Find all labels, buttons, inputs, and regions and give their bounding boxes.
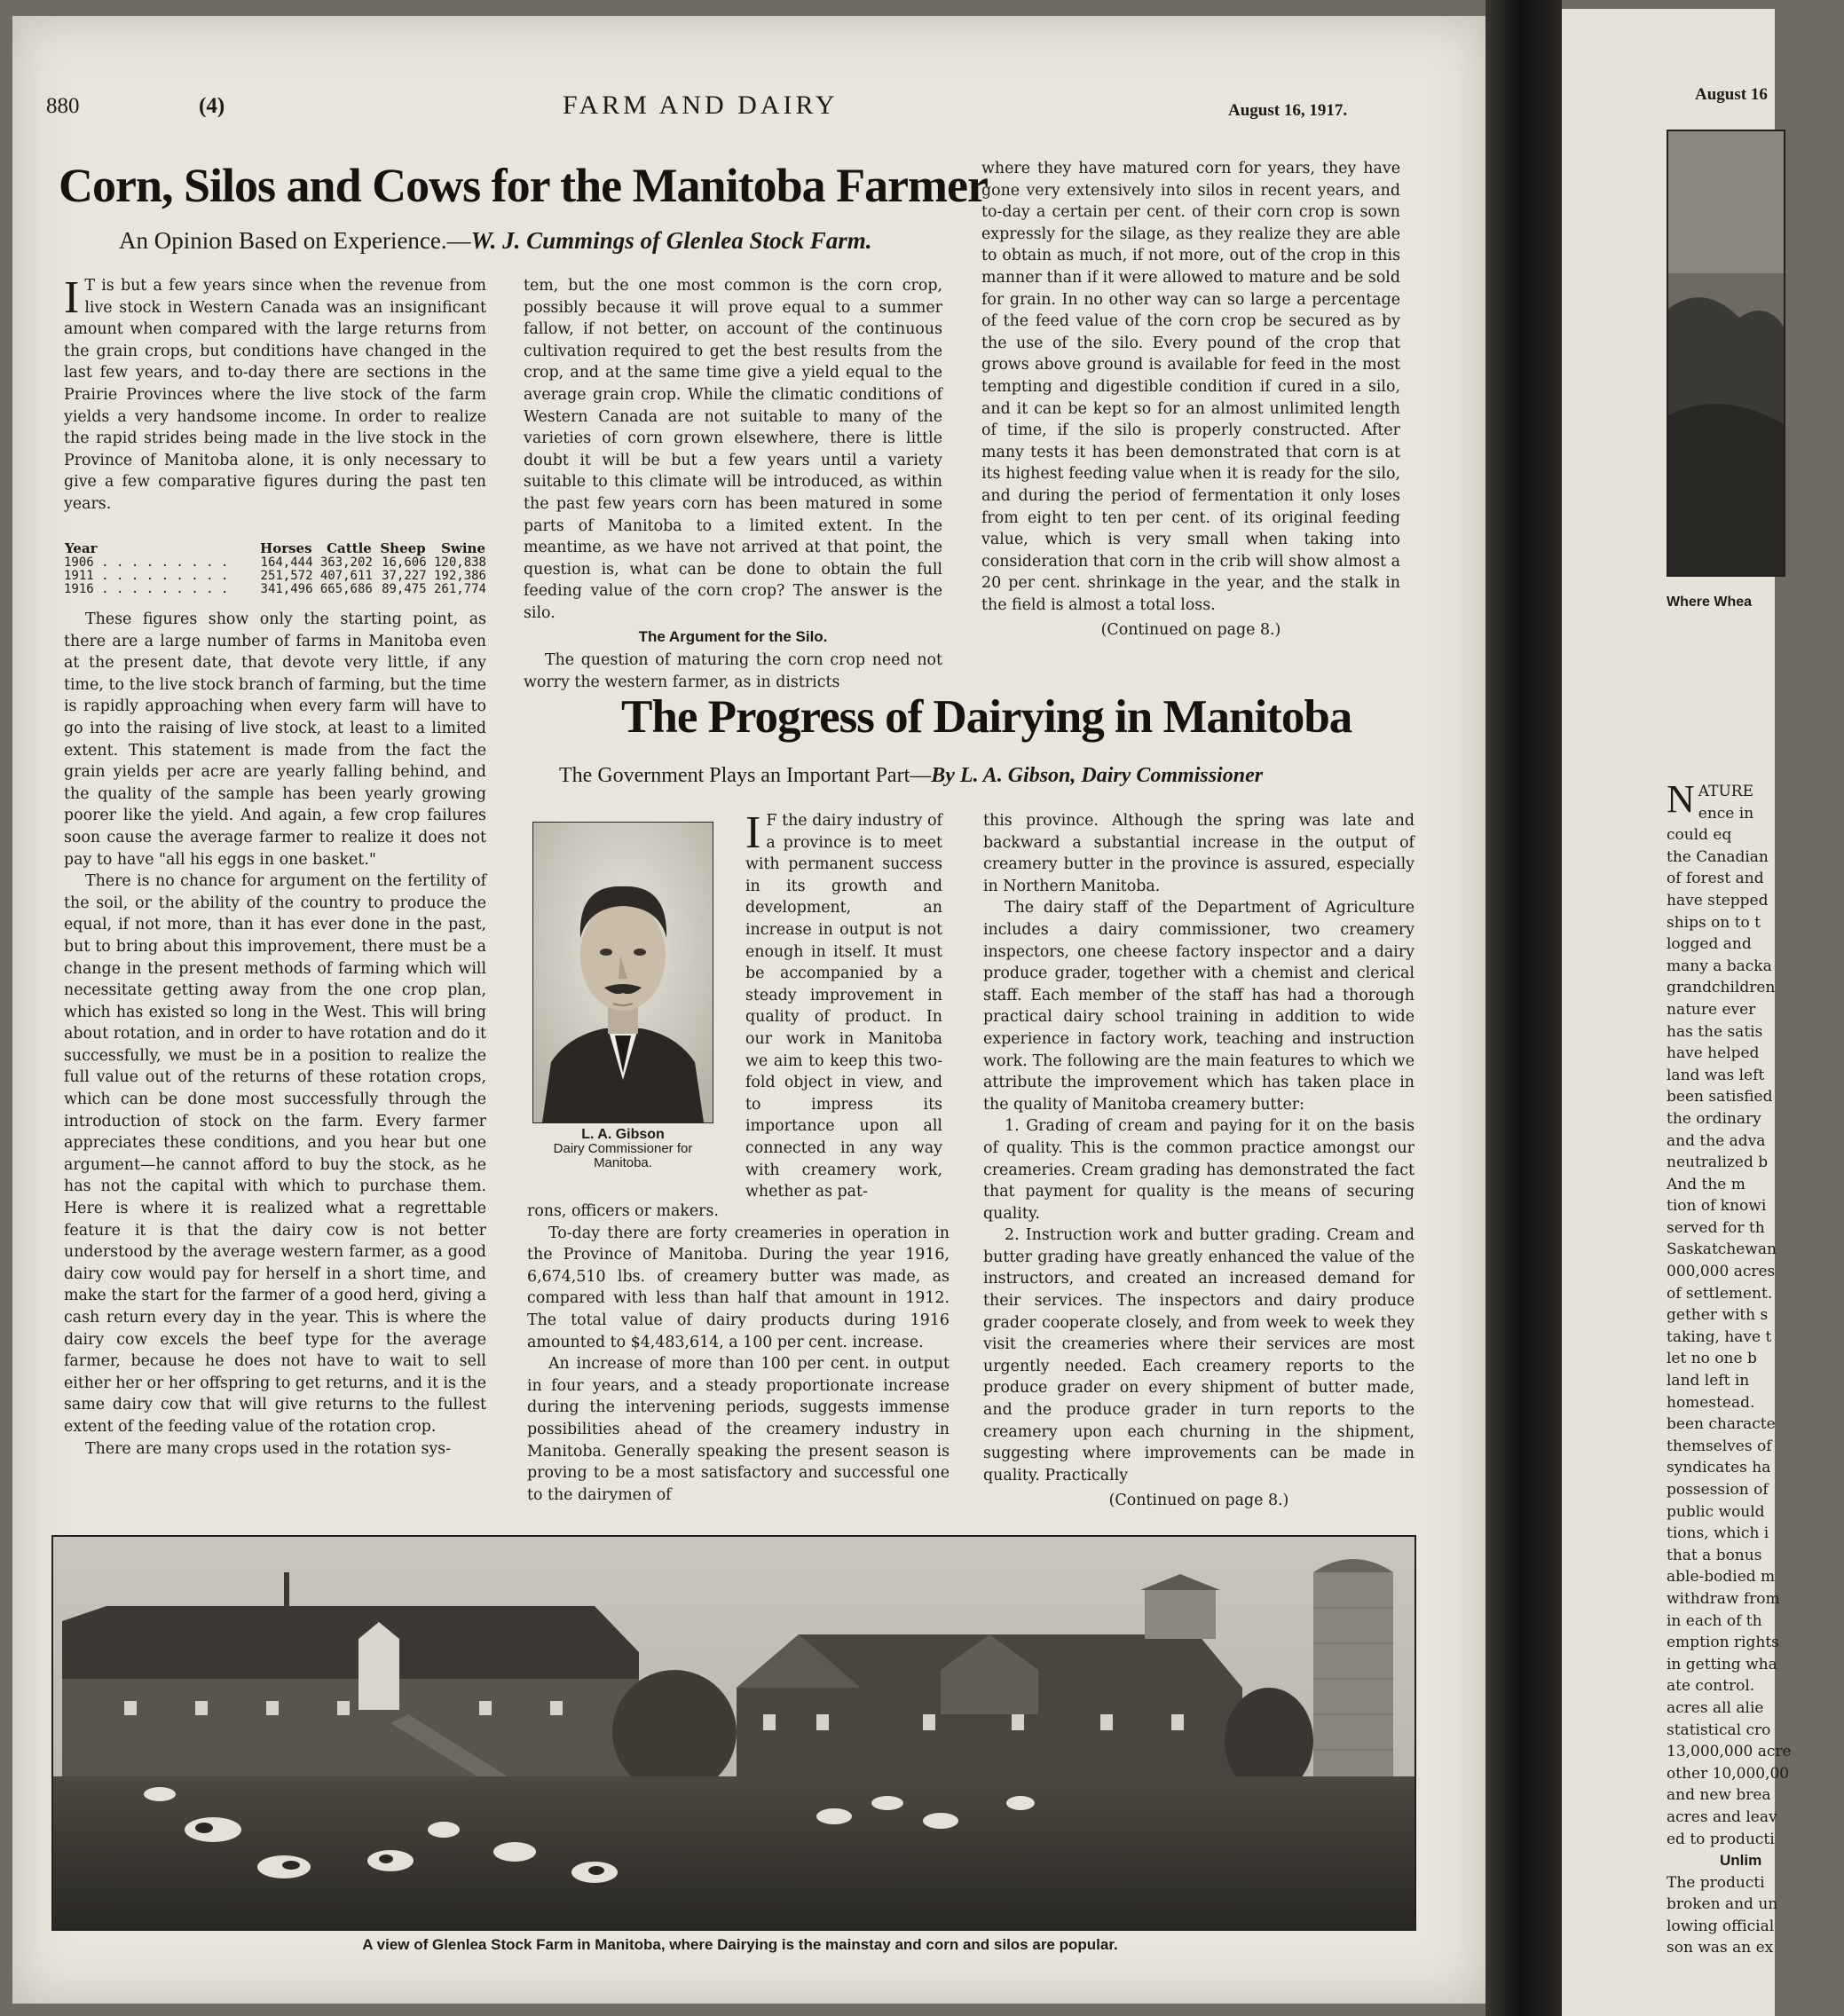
text-line: and new brea	[1667, 1786, 1771, 1805]
paragraph: An increase of more than 100 per cent. in output in four years, and a steady proportionate increase during the intervening periods, suggests immense possibilities ahead of the creamery industry in Manitoba. Generally speaking the present season is proving to be a most satisfactory and successful one to the dairymen of	[527, 1355, 950, 1504]
text-line: that a bonus	[1667, 1546, 1762, 1564]
paragraph: The dairy staff of the Department of Agriculture includes a dairy commissioner, two creamery inspectors, one cheese factory inspector and a dairy produce grader, together with a chemist and clerical staff. Each member of the staff has had a thorough practical dairy school training in addition to wide experience in factory work, teaching and instruction work. The following are the main features to which we attribute the improvement which has taken place in the quality of Manitoba creamery butter:	[983, 899, 1415, 1114]
text-line: been characte	[1667, 1415, 1776, 1434]
article1-col1-body	[64, 609, 486, 1460]
text-line: and the adva	[1667, 1131, 1766, 1150]
text-line: acres and leav	[1667, 1807, 1777, 1826]
text-line: has the satis	[1667, 1022, 1763, 1041]
stats-cell: 16,606	[382, 555, 427, 570]
article1-title: Corn, Silos and Cows for the Manitoba Farmer	[59, 159, 988, 212]
text-line: tion of knowi	[1667, 1197, 1767, 1216]
adjacent-page-date: August 16	[1695, 85, 1768, 104]
text-line: taking, have t	[1667, 1327, 1772, 1346]
paragraph: 2. Instruction work and butter grading. Cream and butter grading have greatly enhanced the value of the instructors, and created an increased demand for their services. The inspectors and dairy produce grader cooperate closely, and from week to week they visit the creameries where their services are most urgently needed. Each creamery reports to the produce grader on every shipment of butter made, and the produce grader in turn reports to the creamery upon each churning in the shipment, suggesting where improvements can be made in quality. Practically	[983, 1226, 1415, 1484]
text-line: syndicates ha	[1667, 1459, 1771, 1477]
text-line: grandchildren	[1667, 979, 1776, 997]
stats-cell: 192,386	[433, 569, 486, 583]
continued-note: (Continued on page 8.)	[1100, 621, 1281, 640]
stats-header-cell: Swine	[441, 540, 485, 556]
section-subhead: Unlim	[1720, 1852, 1762, 1870]
article2-col3	[983, 810, 1415, 1512]
newspaper-page	[12, 16, 1485, 2004]
stats-cell: 164,444	[260, 555, 313, 570]
paragraph: where they have matured corn for years, they have gone very extensively into silos in recent years, and to-day a certain per cent. of their corn crop is sown expressly for the silage, as they realize they are able to obtain as much, if not more, out of the crop in this manner than if it were allowed to mature and be sold for grain. In no other way can so large a percentage of the feed value of the corn crop be secured as by the use of the silo. Every pound of the crop that grows above ground is available for feed in the most tempting and digestible condition if cured in a silo, and it can be kept so for an almost unlimited length of time, if the silo is properly constructed. After many tests it has been demonstrated that corn is at its highest feeding value when it is ready for the silo, and during the period of fermentation it only loses from eight to ten per cent. of its original feeding value, which is very small when taking into consideration that corn in the crib will show almost a 20 per cent. shrinkage in the year, and the stalk in the field is almost a total loss.	[981, 160, 1400, 614]
text-line: in each of th	[1667, 1611, 1762, 1630]
text-line: other 10,000,00	[1667, 1764, 1790, 1783]
text-line: broken and un	[1667, 1895, 1778, 1914]
dropcap: N	[1667, 777, 1695, 821]
text-line: son was an ex	[1667, 1939, 1774, 1957]
paragraph: rons, officers or makers.	[527, 1202, 719, 1220]
farm-photo-caption: A view of Glenlea Stock Farm in Manitoba, where Dairying is the mainstay and corn and silos are popular.	[362, 1936, 1118, 1953]
text-line: ence in	[1698, 804, 1754, 823]
paragraph: tem, but the one most common is the corn crop, possibly because it will prove equal to a summer fallow, if not better, on account of the continuous cultivation required to get the best results from the crop, and at the same time give a yield equal to the average grain crop. While the climatic conditions of Western Canada are not suitable to many of the varieties of corn grown elsewhere, there is little doubt it will be but a few years until a variety suitable to this climate will be introduced, as within the past few years corn has been matured in some parts of Manitoba to a limited extent. In the meantime, as we have not arrived at that point, the question is, what can be done to obtain the full feeding value of the corn crop? The answer is the silo.	[524, 277, 942, 622]
text-line: public would	[1667, 1502, 1765, 1521]
portrait-image	[533, 823, 713, 1122]
stats-header-cell: Sheep	[380, 540, 426, 556]
text-line: ed to producti	[1667, 1830, 1775, 1848]
text-line: of settlement.	[1667, 1284, 1773, 1303]
text-line: many a backa	[1667, 957, 1772, 975]
stats-header-cell: Cattle	[327, 540, 372, 556]
text-line: logged and	[1667, 935, 1752, 954]
portrait-title: Dairy Commissioner for Manitoba.	[553, 1141, 693, 1170]
paragraph: These figures show only the starting point, as there are a large number of farms in Manitoba even at the present date, that devote very little, if any time, to the live stock branch of farming, but the time is rapidly approaching when every farm will have to go into the raising of live stock, at least to a limited extent. This statement is made from the fact the grain yields per acre are yearly falling behind, and the quality of the sample has been yearly growing poorer like the yield. And again, a few crop failures soon cause the average farmer to realize it does not pay to have "all his eggs in one basket."	[64, 610, 486, 869]
text-line: have stepped	[1667, 891, 1769, 910]
text-line: of forest and	[1667, 870, 1764, 888]
portrait-photo	[532, 822, 713, 1123]
paragraph: this province. Although the spring was late and backward a substantial increase in the output of creamery butter in the province is assured, especially in Northern Manitoba.	[983, 812, 1415, 895]
text-line: gether with s	[1667, 1306, 1769, 1325]
text-line: withdraw from	[1667, 1589, 1780, 1608]
article1-subtitle	[119, 227, 871, 255]
dropcap: I	[64, 272, 80, 323]
article1-col3	[981, 158, 1400, 642]
wheat-field-image	[1668, 131, 1784, 575]
text-line: statistical cro	[1667, 1721, 1771, 1739]
stats-header-cell: Year	[65, 540, 98, 556]
stats-cell: 363,202	[319, 555, 373, 570]
text-line: been satisfied	[1667, 1088, 1773, 1106]
article1-byline: W. J. Cummings of Glenlea Stock Farm.	[470, 227, 872, 254]
article2-byline: By L. A. Gibson, Dairy Commissioner	[931, 764, 1264, 787]
article2-subtitle	[559, 764, 1263, 788]
stats-cell: 341,496	[260, 582, 313, 596]
table-row	[64, 556, 486, 570]
text-line: lowing official	[1667, 1917, 1775, 1935]
text-line: And the m	[1667, 1175, 1745, 1193]
stats-cell: 89,475	[382, 582, 427, 596]
article1-intro-text: T is but a few years since when the revenue from live stock in Western Canada was an insignificant amount when compared with the large returns from the grain crops, but conditions have changed in the last few years, and to-day there are sections in the Prairie Provinces where the live stock of the farm yields a very handsome income. In order to realize the rapid strides being made in the live stock in the Province of Manitoba alone, it is only necessary to give a few comparative figures during the past ten years.	[64, 277, 486, 513]
farm-photo	[51, 1535, 1416, 1931]
publication-name: FARM AND DAIRY	[563, 91, 839, 120]
text-line: nature ever	[1667, 1000, 1756, 1019]
text-line: themselves of	[1667, 1437, 1772, 1455]
portrait-caption	[531, 1128, 715, 1170]
stats-cell: 251,572	[260, 569, 313, 583]
adjacent-page-photo	[1667, 130, 1785, 577]
continued-note: (Continued on page 8.)	[1108, 1492, 1289, 1510]
page-mark: (4)	[199, 94, 225, 118]
text-line: ATURE	[1698, 783, 1754, 800]
text-line: let no one b	[1667, 1350, 1757, 1368]
stats-cell: 37,227	[382, 569, 427, 583]
stats-cell: 1911 . . . . . . . . .	[64, 569, 229, 583]
text-line: have helped	[1667, 1044, 1760, 1063]
livestock-stats-table	[64, 541, 486, 596]
text-line: could eq	[1667, 826, 1732, 845]
stats-cell: 407,611	[319, 569, 373, 583]
article2-subtitle-text: The Government Plays an Important Part—	[559, 764, 932, 787]
paragraph: There is no chance for argument on the fertility of the soil, or the ability of the country to produce the equal, if not more, than it has ever done in the past, but to bring about this improvement, there must be a change in the present methods of farming which will necessitate getting away from the one crop plan, which has existed so long in the West. This will bring about rotation, and in order to have rotation and do it successfully, we must be in a position to realize the full value out of the returns of these rotation crops, which can be done most successfully through the introduction of stock on the farm. Every farmer appreciates these conditions, and you hear but one argument—he cannot afford to buy the stock, as he has not the capital with which to purchase them. Here is where it is realized what a regrettable feature it is that the dairy cow is not better understood by the average western farmer, as a good dairy cow would pay for herself in a short time, and make the start for the farmer of a good herd, giving a cash return every day in the year. This is where the dairy cow excels the beef type for the average farmer, because he does not have to wait to sell either her or her offspring to get returns, and it is the same dairy cow that will give returns to the fullest extent of the feeding value of the rotation crop.	[64, 872, 486, 1436]
text-line: possession of	[1667, 1481, 1769, 1499]
text-line: 000,000 acres	[1667, 1263, 1776, 1281]
farm-image	[53, 1537, 1415, 1929]
stats-cell: 120,838	[433, 555, 486, 570]
text-line: in getting wha	[1667, 1655, 1777, 1673]
text-line: land left in	[1667, 1372, 1750, 1390]
article2-intro-text: F the dairy industry of a province is to meet with permanent success in its growth and development, an increase in output is not enough in itself. It must be accompanied by a steady improvement in quality of product. In our work in Manitoba we aim to keep this two-fold object in view, and to impress its importance upon all connected in any way with creamery work, whether as pat-	[745, 812, 942, 1201]
text-line: able-bodied m	[1667, 1568, 1776, 1587]
text-line: tions, which i	[1667, 1524, 1769, 1543]
issue-date: August 16, 1917.	[1228, 101, 1348, 120]
text-line: served for th	[1667, 1218, 1765, 1237]
text-line: ships on to t	[1667, 913, 1761, 932]
adjacent-photo-caption: Where Whea	[1667, 595, 1753, 610]
text-line: neutralized b	[1667, 1154, 1769, 1172]
text-line: the ordinary	[1667, 1109, 1761, 1128]
paragraph: There are many crops used in the rotation sys-	[85, 1439, 452, 1458]
paragraph: 1. Grading of cream and paying for it on the basis of quality. This is the common practice amongst our creameries. Cream grading has demonstrated the fact that payment for quality is the means of securing quality.	[983, 1117, 1415, 1223]
article2-col-narrow	[745, 807, 942, 1203]
portrait-name: L. A. Gibson	[581, 1127, 665, 1142]
stats-cell: 1906 . . . . . . . . .	[64, 555, 229, 570]
text-line: emption rights	[1667, 1634, 1779, 1652]
page-number: 880	[46, 94, 80, 118]
text-line: homestead.	[1667, 1393, 1755, 1412]
article1-col2	[524, 275, 942, 693]
table-row	[64, 583, 486, 596]
text-line: ate control.	[1667, 1677, 1755, 1696]
adjacent-page	[1562, 9, 1792, 2016]
stats-cell: 665,686	[319, 582, 373, 596]
paragraph: The question of maturing the corn crop need not worry the western farmer, as in districts	[524, 651, 942, 691]
text-line: land was left	[1667, 1066, 1765, 1084]
text-line: acres all alie	[1667, 1698, 1764, 1717]
stats-header-row	[64, 541, 486, 556]
article2-col2	[527, 1201, 950, 1506]
adjacent-page-column	[1667, 777, 1844, 1959]
page-gutter	[1485, 0, 1562, 2016]
dropcap: I	[745, 807, 761, 858]
paragraph: To-day there are forty creameries in operation in the Province of Manitoba. During the year 1916, 6,674,510 lbs. of creamery butter was made, as compared with less than half that amount in 1912. The total value of dairy products during 1916 amounted to $4,483,614, a 100 per cent. increase.	[527, 1224, 950, 1351]
text-line: 13,000,000 acre	[1667, 1743, 1792, 1761]
article2-title: The Progress of Dairying in Manitoba	[621, 691, 1352, 743]
text-line: the Canadian	[1667, 847, 1769, 866]
stats-cell: 1916 . . . . . . . . .	[64, 582, 229, 596]
text-line: Saskatchewan	[1667, 1240, 1777, 1259]
stats-cell: 261,774	[433, 582, 486, 596]
section-subhead: The Argument for the Silo.	[638, 627, 828, 645]
text-line: The producti	[1667, 1873, 1765, 1892]
article1-col1-intro	[64, 272, 486, 516]
article1-subtitle-text: An Opinion Based on Experience.—	[119, 227, 471, 254]
stats-header-cell: Horses	[260, 540, 312, 556]
table-row	[64, 570, 486, 583]
